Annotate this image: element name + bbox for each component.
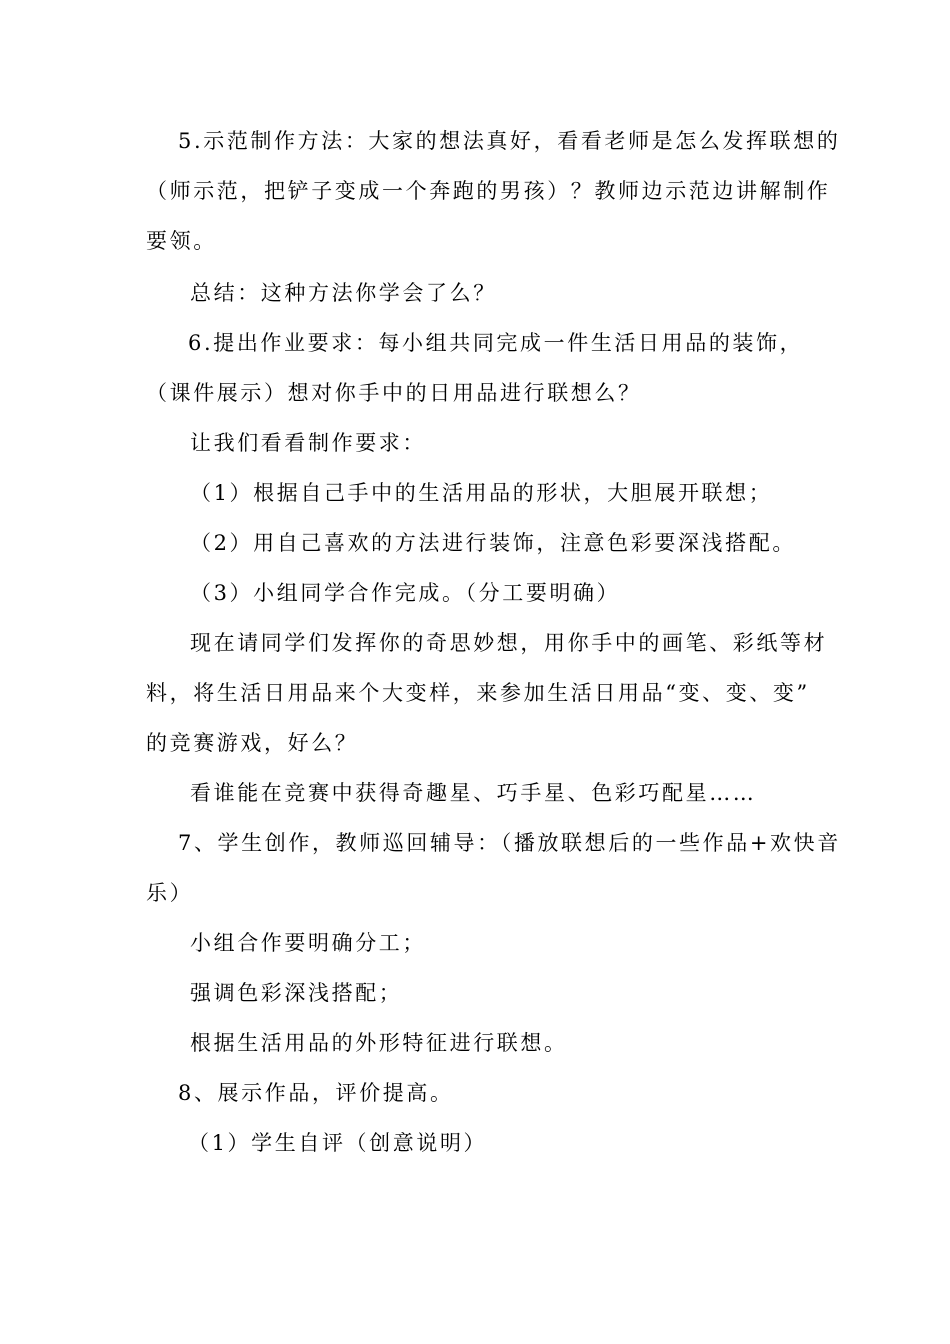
paragraph-summary: 总结：这种方法你学会了么？ xyxy=(190,281,497,305)
paragraph-step7-line1: 7、学生创作，教师巡回辅导：（播放联想后的一些作品+欢快音 xyxy=(178,831,841,855)
paragraph-requirements-intro: 让我们看看制作要求： xyxy=(190,431,426,455)
paragraph-color-matching: 强调色彩深浅搭配； xyxy=(190,981,403,1005)
requirement-item-3: （3）小组同学合作完成。（分工要明确） xyxy=(190,581,621,605)
evaluation-item-1: （1）学生自评（创意说明） xyxy=(188,1131,488,1155)
paragraph-step7-line2: 乐） xyxy=(146,881,194,905)
paragraph-invite-line1: 现在请同学们发挥你的奇思妙想，用你手中的画笔、彩纸等材 xyxy=(190,631,828,655)
paragraph-step6-line1: 6.提出作业要求：每小组共同完成一件生活日用品的装饰， xyxy=(188,331,804,355)
paragraph-shape-association: 根据生活用品的外形特征进行联想。 xyxy=(190,1031,568,1055)
paragraph-step8: 8、展示作品，评价提高。 xyxy=(178,1081,454,1105)
paragraph-invite-line3: 的竞赛游戏，好么？ xyxy=(146,731,359,755)
paragraph-step5-line2: （师示范，把铲子变成一个奔跑的男孩）？教师边示范边讲解制作 xyxy=(146,179,831,203)
paragraph-stars: 看谁能在竞赛中获得奇趣星、巧手星、色彩巧配星…… xyxy=(190,781,757,805)
paragraph-step5-line1: 5.示范制作方法：大家的想法真好，看看老师是怎么发挥联想的 xyxy=(178,129,841,153)
paragraph-step5-line3: 要领。 xyxy=(146,229,217,253)
paragraph-teamwork: 小组合作要明确分工； xyxy=(190,931,426,955)
paragraph-step6-line2: （课件展示）想对你手中的日用品进行联想么？ xyxy=(146,381,642,405)
requirement-item-1: （1）根据自己手中的生活用品的形状，大胆展开联想； xyxy=(190,481,773,505)
requirement-item-2: （2）用自己喜欢的方法进行装饰，注意色彩要深浅搭配。 xyxy=(190,531,796,555)
paragraph-invite-line2: 料，将生活日用品来个大变样，来参加生活日用品“变、变、变” xyxy=(146,681,810,705)
